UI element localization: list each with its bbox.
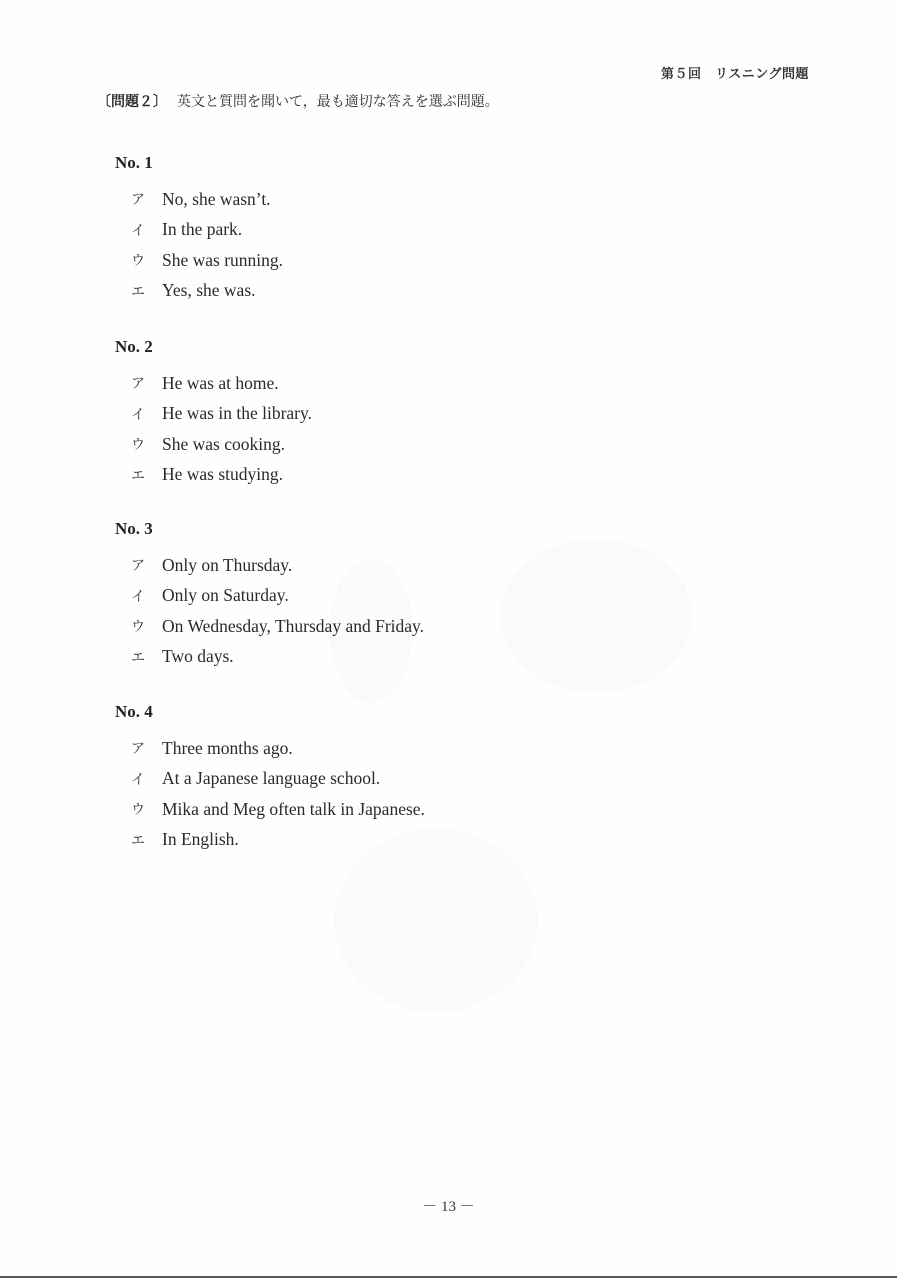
choice-d[interactable] xyxy=(115,276,283,307)
choice-mark: エ xyxy=(131,283,145,300)
choice-text: On Wednesday, Thursday and Friday. xyxy=(162,615,425,636)
question-number: No. 2 xyxy=(115,337,153,356)
choice-text: Only on Thursday. xyxy=(162,554,293,575)
choice-mark: イ xyxy=(131,588,145,605)
question-2 xyxy=(115,336,312,490)
show-through-mark xyxy=(335,830,537,1012)
question-1 xyxy=(115,152,283,306)
choice-text: In English. xyxy=(162,829,239,850)
choice-mark: イ xyxy=(131,222,145,239)
section-label: 〔問題２〕 xyxy=(97,94,167,110)
section-heading xyxy=(97,91,499,111)
choice-text: He was at home. xyxy=(162,372,279,393)
choice-text: Yes, she was. xyxy=(162,280,256,301)
show-through-mark xyxy=(500,540,692,692)
choice-text: She was running. xyxy=(162,249,284,270)
choice-c[interactable] xyxy=(115,245,283,276)
choice-list xyxy=(115,368,312,490)
choice-mark: ウ xyxy=(131,802,145,819)
choice-mark: エ xyxy=(131,832,145,849)
choice-text: Only on Saturday. xyxy=(162,585,289,606)
question-number: No. 4 xyxy=(115,702,153,721)
choice-list xyxy=(115,550,424,672)
choice-b[interactable] xyxy=(115,581,424,612)
choice-mark: ウ xyxy=(131,253,145,270)
choice-d[interactable] xyxy=(115,825,425,856)
choice-b[interactable] xyxy=(115,764,425,795)
choice-text: In the park. xyxy=(162,219,243,240)
choice-mark: ア xyxy=(131,376,145,393)
choice-list xyxy=(115,184,283,306)
running-header: 第５回 リスニング問題 xyxy=(661,67,809,82)
choice-b[interactable] xyxy=(115,215,283,246)
choice-mark: ア xyxy=(131,558,145,575)
choice-mark: エ xyxy=(131,649,145,666)
choice-d[interactable] xyxy=(115,460,312,491)
question-3 xyxy=(115,518,424,672)
choice-a[interactable] xyxy=(115,733,425,764)
bottom-edge-divider xyxy=(0,1276,897,1278)
choice-list xyxy=(115,733,425,855)
choice-mark: ア xyxy=(131,741,145,758)
choice-text: He was studying. xyxy=(162,464,284,485)
section-description: 英文と質問を聞いて，最も適切な答えを選ぶ問題。 xyxy=(177,94,499,110)
choice-a[interactable] xyxy=(115,184,283,215)
choice-text: No, she wasn’t. xyxy=(162,188,271,209)
choice-c[interactable] xyxy=(115,429,312,460)
choice-c[interactable] xyxy=(115,794,425,825)
choice-text: She was cooking. xyxy=(162,433,285,454)
choice-mark: ア xyxy=(131,192,145,209)
question-4 xyxy=(115,701,425,855)
choice-mark: ウ xyxy=(131,619,145,636)
choice-d[interactable] xyxy=(115,642,424,673)
question-number: No. 1 xyxy=(115,153,153,172)
choice-text: Two days. xyxy=(162,646,234,667)
choice-mark: エ xyxy=(131,467,145,484)
choice-b[interactable] xyxy=(115,399,312,430)
choice-a[interactable] xyxy=(115,368,312,399)
page-number: － 13 － xyxy=(422,1199,475,1215)
question-number: No. 3 xyxy=(115,519,153,538)
choice-c[interactable] xyxy=(115,611,424,642)
choice-a[interactable] xyxy=(115,550,424,581)
choice-mark: ウ xyxy=(131,437,145,454)
choice-text: He was in the library. xyxy=(162,403,312,424)
choice-mark: イ xyxy=(131,771,145,788)
choice-text: Mika and Meg often talk in Japanese. xyxy=(162,798,425,819)
choice-text: At a Japanese language school. xyxy=(162,768,381,789)
choice-text: Three months ago. xyxy=(162,737,293,758)
choice-mark: イ xyxy=(131,406,145,423)
